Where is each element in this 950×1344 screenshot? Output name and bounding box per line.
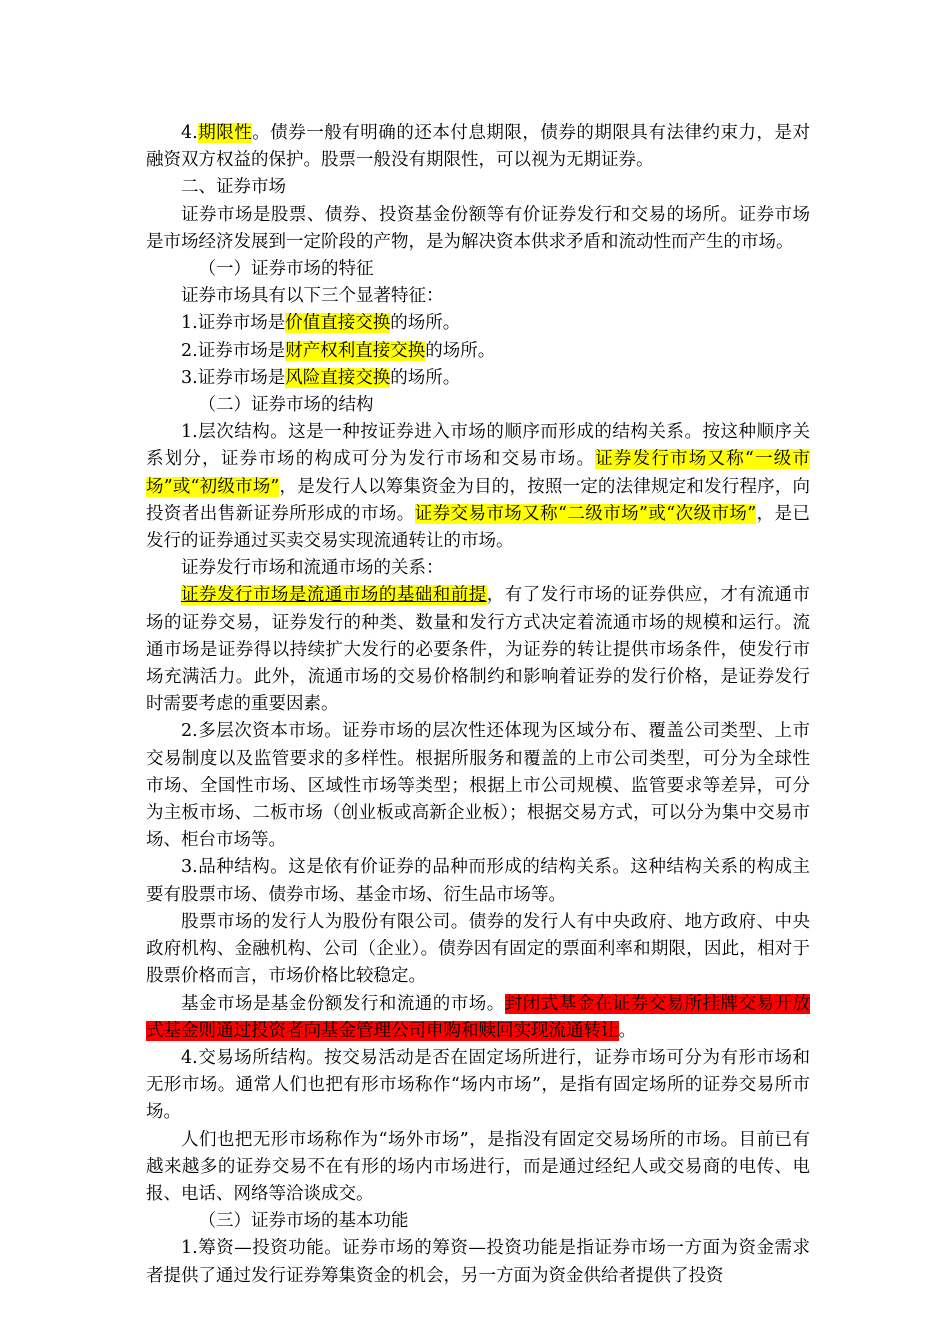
text-run: ，有了发行市场的证券供应，才有流通市场的证券交易，证券发行的种类、数量和发行方式决定着流通市场的规模和运行。流通市场是证券得以持续扩大发行的必要条件，为证券的转让提供市场条件，使发行市场充满活力。此外，流通市场的交易价格制约和影响着证券的发行价格，是证券发行时需要考虑的重要因素。 <box>146 585 810 715</box>
text-run: 4. <box>181 123 198 143</box>
paragraph-features-intro: 证券市场具有以下三个显著特征： <box>181 286 444 307</box>
text-run: 的场所。 <box>425 340 496 361</box>
text-run: ，是发行人以筹集资金为目的，按照一定的法律规定和发行程序，向投资者出售新证券所形成的市场。 <box>146 476 811 524</box>
highlight-yellow: 期限性 <box>197 123 253 143</box>
paragraph-definition: 证券市场是股票、债券、投资基金份额等有价证券发行和交易的场所。证券市场是市场经济发展到一定阶段的产物，是为解决资本供求矛盾和流动性而产生的市场。 <box>146 204 810 252</box>
feature-item-3 <box>146 365 810 392</box>
highlight-yellow: 风险直接交换 <box>285 367 391 388</box>
paragraph-variety-structure: 3.品种结构。这是依有价证券的品种而形成的结构关系。这种结构关系的构成主要有股票市场、债券市场、基金市场、衍生品市场等。 <box>146 857 810 905</box>
text-run: 的场所。 <box>390 367 461 388</box>
heading-structure: （二）证券市场的结构 <box>198 395 374 416</box>
heading-functions: （三）证券市场的基本功能 <box>198 1211 409 1232</box>
text-run: 2.证券市场是 <box>181 340 286 361</box>
text-run: 基金市场是基金份额发行和流通的市场。 <box>181 993 505 1014</box>
paragraph-tier-structure <box>146 419 810 555</box>
highlight-yellow: 价值直接交换 <box>285 313 391 334</box>
paragraph-relationship <box>146 582 810 718</box>
text-run: 3.证券市场是 <box>181 367 286 388</box>
highlight-yellow: 证券交易市场又称“二级市场”或“次级市场” <box>414 503 757 524</box>
paragraph-financing-function: 1.筹资—投资功能。证券市场的筹资—投资功能是指证券市场一方面为资金需求者提供了通过发行证券筹集资金的机会，另一方面为资金供给者提供了投资 <box>146 1238 810 1286</box>
highlight-yellow: 证券发行市场又称“一级市场”或“初级市场” <box>146 449 811 497</box>
heading-securities-market: 二、证券市场 <box>181 177 286 198</box>
heading-features: （一）证券市场的特征 <box>198 259 374 280</box>
paragraph-relationship-intro: 证券发行市场和流通市场的关系： <box>181 558 444 579</box>
text-run: 1.层次结构。这是一种按证券进入市场的顺序而形成的结构关系。按这种顺序关系划分，证券市场的构成可分为发行市场和交易市场。 <box>146 422 810 470</box>
paragraph-stock-bond: 股票市场的发行人为股份有限公司。债券的发行人有中央政府、地方政府、中央政府机构、金融机构、公司（企业）。债券因有固定的票面利率和期限，因此，相对于股票价格而言，市场价格比较稳定。 <box>146 911 810 987</box>
paragraph-otc-market: 人们也把无形市场称作为“场外市场”，是指没有固定交易场所的市场。目前已有越来越多的证券交易不在有形的场内市场进行，而是通过经纪人或交易商的电传、电报、电话、网络等洽谈成交。 <box>146 1129 810 1204</box>
highlight-yellow: 财产权利直接交换 <box>285 340 426 361</box>
feature-item-2 <box>146 338 810 365</box>
text-run: 。 <box>618 1020 636 1041</box>
highlight-yellow-underline: 证券发行市场是流通市场的基础和前提 <box>181 585 487 606</box>
text-run: ，是已发行的证券通过买卖交易实现流通转让的市场。 <box>146 503 811 552</box>
paragraph-venue-structure: 4.交易场所结构。按交易活动是否在固定场所进行，证券市场可分为有形市场和无形市场。通常人们也把有形市场称作“场内市场”，是指有固定场所的证券交易所市场。 <box>146 1047 810 1123</box>
document-page <box>146 120 810 1290</box>
highlight-red: 封闭式基金在证券交易所挂牌交易开放式基金则通过投资者向基金管理公司申购和赎回实现流通转让 <box>146 993 810 1041</box>
text-run: 的场所。 <box>390 313 461 334</box>
paragraph-fund-market <box>146 991 810 1045</box>
text-run: 1.证券市场是 <box>181 313 286 334</box>
text-run: 。债券一般有明确的还本付息期限，债券的期限具有法律约束力，是对融资双方权益的保护。股票一般没有期限性，可以视为无期证券。 <box>146 123 811 171</box>
paragraph-maturity <box>146 120 810 174</box>
paragraph-multi-tier: 2.多层次资本市场。证券市场的层次性还体现为区域分布、覆盖公司类型、上市交易制度以及监管要求的多样性。根据所服务和覆盖的上市公司类型，可分为全球性市场、全国性市场、区域性市场等类型；根据上市公司规模、监管要求等差异，可分为主板市场、二板市场（创业板或高新企业板）；根据交易方式，可以分为集中交易市场、柜台市场等。 <box>146 721 810 851</box>
feature-item-1 <box>146 310 810 337</box>
